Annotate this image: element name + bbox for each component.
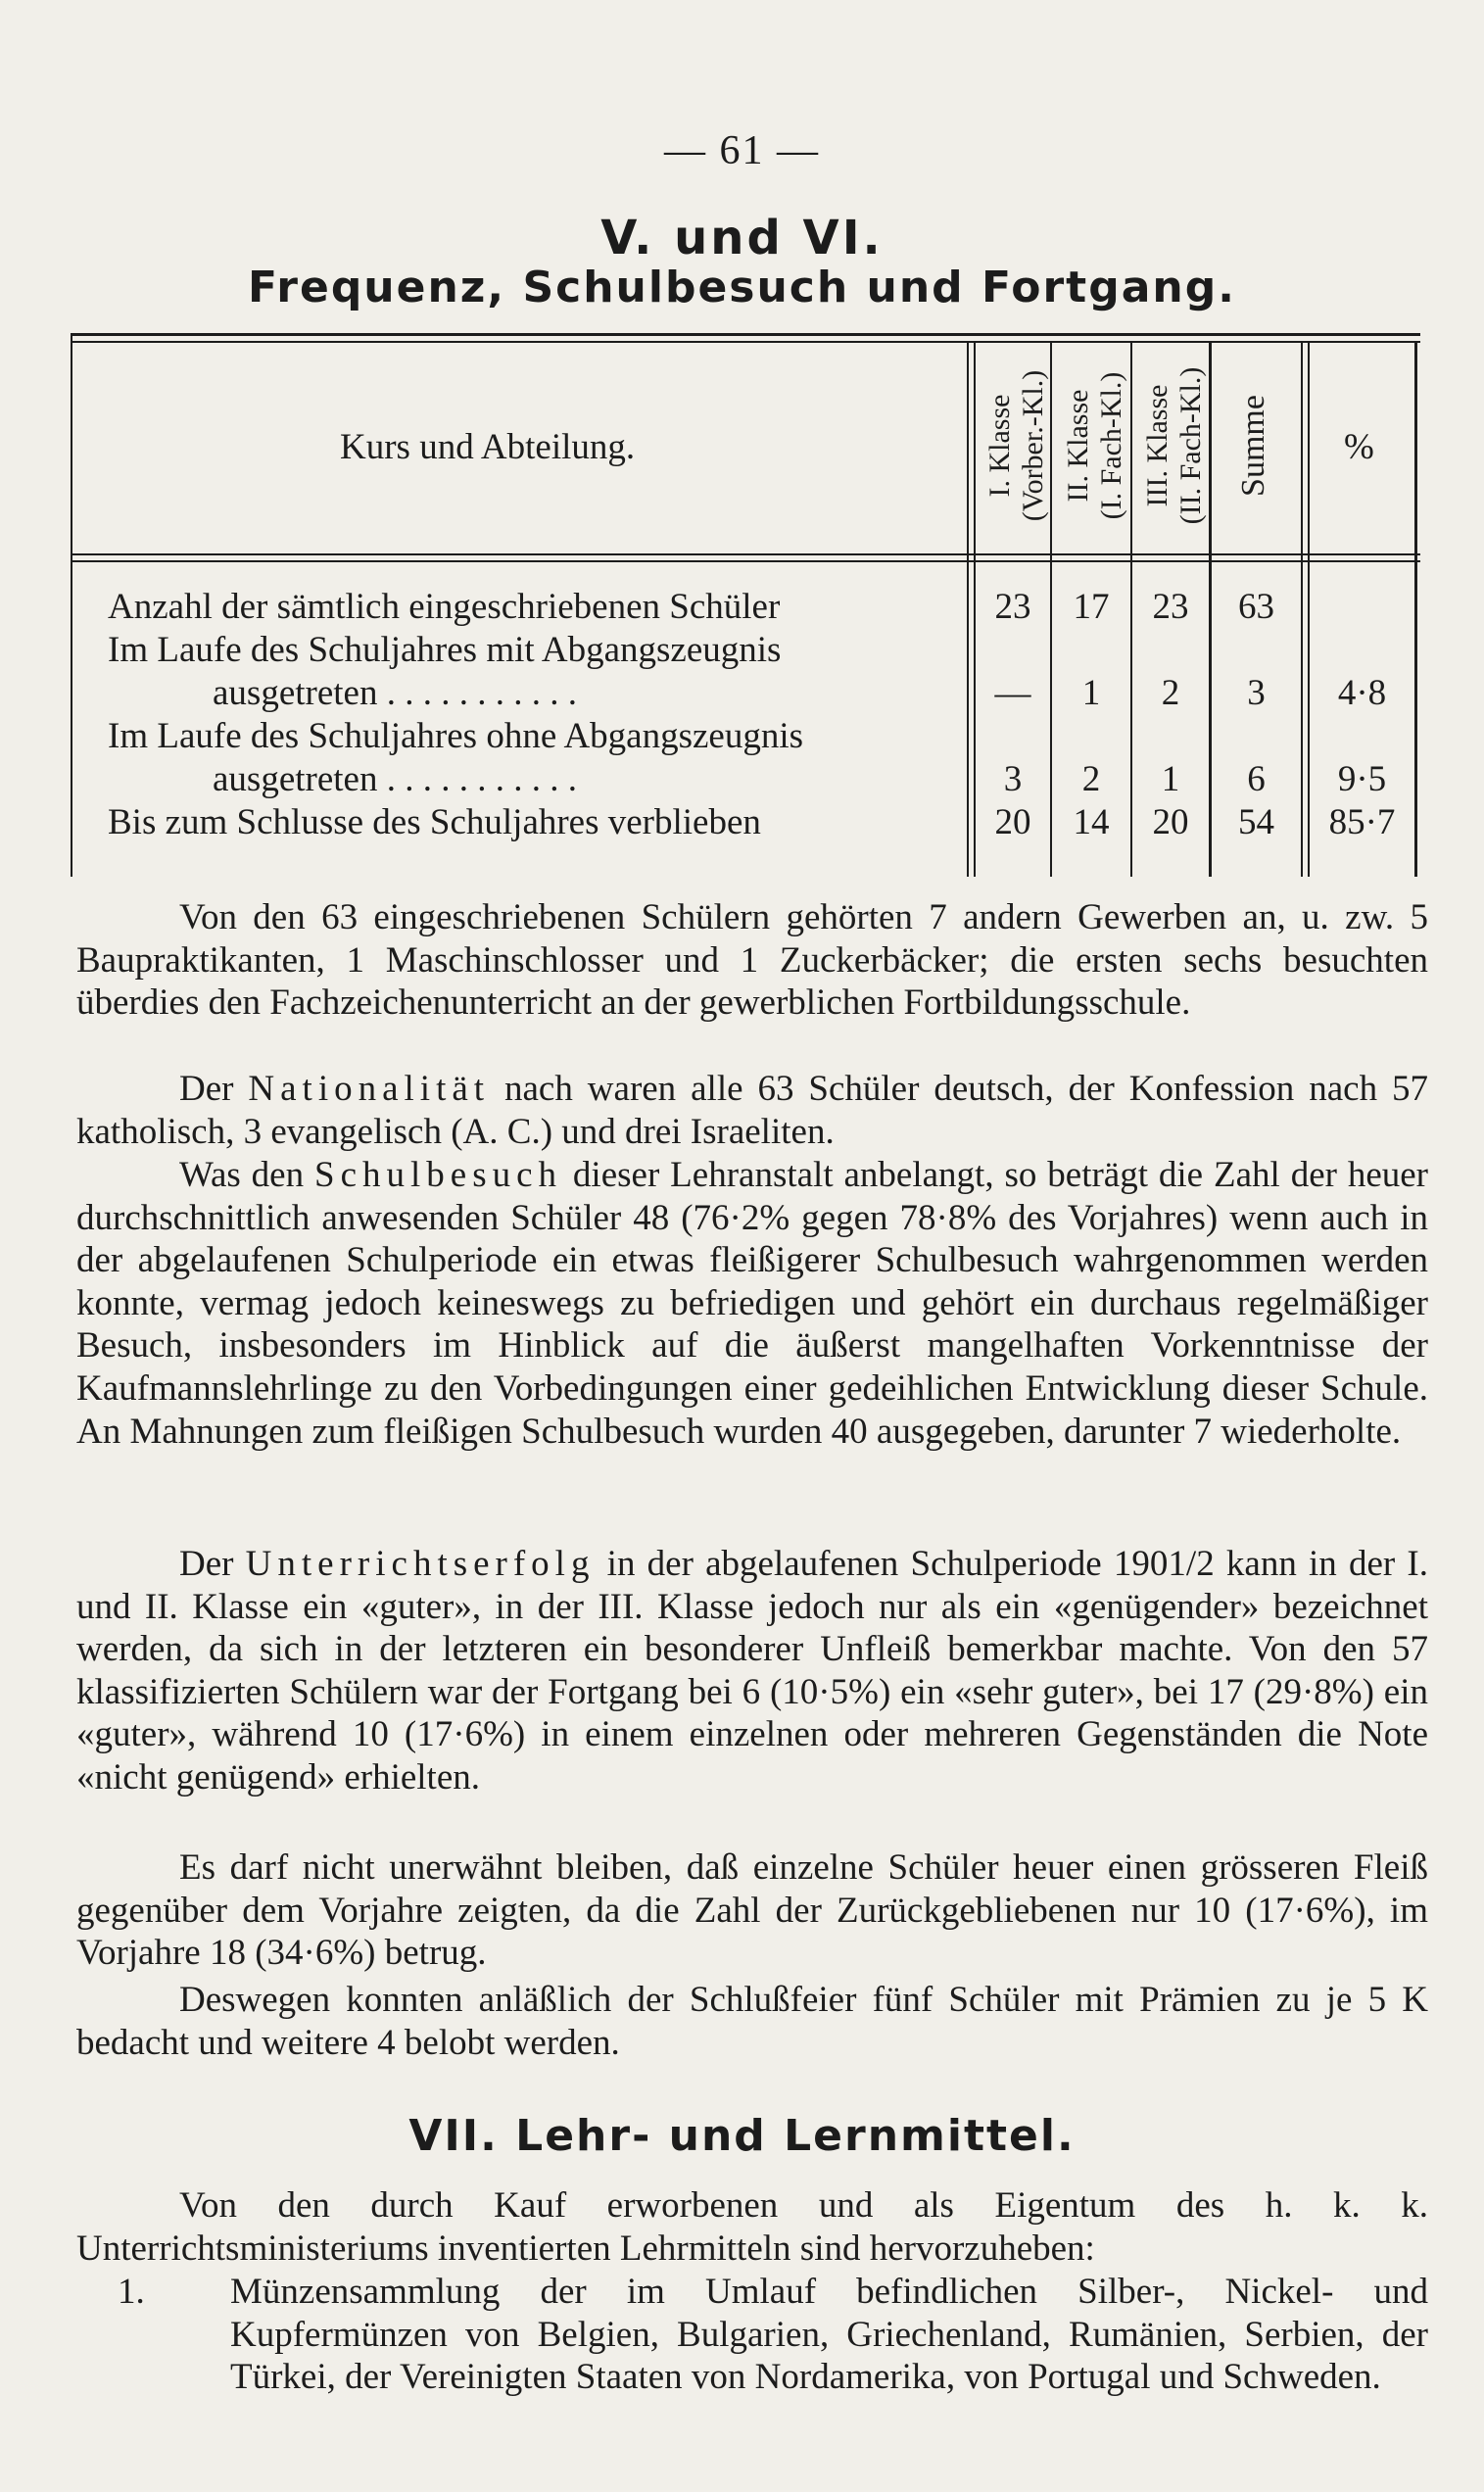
table-cell: 23 [1152, 587, 1189, 627]
col-header-summe: Summe [1235, 395, 1271, 497]
table-left-rule [71, 333, 72, 877]
table-cell: 3 [1247, 673, 1266, 713]
table-cell: 63 [1238, 587, 1274, 627]
table-cell: 14 [1073, 802, 1110, 842]
header-bottom-rule [71, 553, 1420, 555]
table-cell: 23 [994, 587, 1031, 627]
row-label: Im Laufe des Schuljahres ohne Abgangszeugnis [108, 716, 804, 756]
col-header-klasse-1: I. Klasse (Vorber.-Kl.) [983, 369, 1049, 522]
table-cell: 85·7 [1328, 802, 1396, 842]
table-right-rule [1414, 341, 1417, 877]
paragraph-nationality: Der Nationalität nach waren alle 63 Schüler deutsch, der Konfession nach 57 katholisch, 3 evangelisch (A. C.) und drei Israeliten. [76, 1069, 1429, 1152]
paragraph-attendance: Was den Schulbesuch dieser Lehranstalt anbelangt, so beträgt die Zahl der heuer durchschnittlich anwesenden Schüler 48 (76·2% gegen 78·8% des Vorjahres) wenn auch in der abgelaufenen Schulperiode ein etwas fleißigerer Schulbesuch wahrgenommen werden konnte, vermag jedoch keineswegs zu befriedigen und gehört ein durchaus regelmäßiger Besuch, insbesonders im Hinblick auf die äußerst mangelhaften Vorkenntnisse der Kaufmannslehrlinge zu den Vorbedingungen einer gedeihlichen Entwicklung dieser Schule. An Mahnungen zum fleißigen Schulbesuch wurden 40 ausgegeben, darunter 7 wiederholte. [76, 1155, 1428, 1452]
table-cell: 20 [994, 802, 1031, 842]
paragraph-diligence: Es darf nicht unerwähnt bleiben, daß einzelne Schüler heuer einen grösseren Fleiß gegenüber dem Vorjahre zeigten, da die Zahl der Zurückgebliebenen nur 10 (17·6%), im Vorjahre 18 (34·6%) betrug. [76, 1847, 1428, 1974]
section-subheading: Frequenz, Schulbesuch und Fortgang. [248, 263, 1236, 312]
table-top-rule-2 [71, 341, 1420, 343]
col-rule [1301, 341, 1303, 877]
row-label: Im Laufe des Schuljahres mit Abgangszeugnis [108, 630, 782, 670]
table-cell: 54 [1238, 802, 1274, 842]
list-item [118, 2271, 1428, 2399]
col-header-percent: % [1344, 427, 1374, 467]
table-cell: 1 [1161, 759, 1180, 799]
table-cell: 2 [1081, 759, 1101, 799]
section-heading-vii: VII. Lehr- und Lernmittel. [408, 2111, 1076, 2161]
paragraph-progress: Der Unterrichtserfolg in der abgelaufenen Schulperiode 1901/2 kann in der I. und II. Klasse ein «guter», in der III. Klasse jedoch nur als ein «genügender» bezeichnet werden, da sich in der letzteren ein besonderer Unfleiß bemerkbar machte. Von den 57 klassifizierten Schülern war der Fortgang bei 6 (10·5%) ein «sehr guter», bei 17 (29·8%) ein «guter», während 10 (17·6%) in einem einzelnen oder mehreren Gegenständen die Note «nicht genügend» erhielten. [76, 1544, 1428, 1797]
row-label-cont: ausgetreten . . . . . . . . . . . [213, 759, 577, 799]
table-cell: 9·5 [1337, 759, 1387, 799]
col-header-klasse-2: II. Klasse (I. Fach-Kl.) [1062, 371, 1127, 520]
paragraph-students: Von den 63 eingeschriebenen Schülern gehörten 7 andern Gewerben an, u. zw. 5 Baupraktikanten, 1 Maschinschlosser und 1 Zuckerbäcker; die ersten sechs besuchten überdies den Fachzeichenunterricht an der gewerblichen Fortbildungsschule. [76, 897, 1428, 1024]
table-top-rule [71, 333, 1420, 336]
table-cell: 2 [1161, 673, 1180, 713]
row-label: Anzahl der sämtlich eingeschriebenen Schüler [108, 587, 781, 627]
col-rule [967, 341, 969, 877]
list-item-text: Münzensammlung der im Umlauf befindlichen Silber-, Nickel- und Kupfermünzen von Belgien, Bulgarien, Griechenland, Rumänien, Serbien, der Türkei, der Vereinigten Staaten von Nordamerika, von Portugal und Schweden. [230, 2272, 1428, 2398]
paragraph-awards: Deswegen konnten anläßlich der Schlußfeier fünf Schüler mit Prämien zu je 5 K bedacht und weitere 4 belobt werden. [76, 1980, 1428, 2063]
row-label: Bis zum Schlusse des Schuljahres verblieben [108, 802, 761, 842]
header-label: Kurs und Abteilung. [340, 427, 636, 467]
table-cell: 1 [1081, 673, 1101, 713]
table-cell: 20 [1152, 802, 1189, 842]
section-heading-v-vi: V. und VI. [600, 211, 884, 265]
col-header-klasse-3: III. Klasse (II. Fach-Kl.) [1141, 366, 1207, 525]
table-cell: 4·8 [1337, 673, 1387, 713]
table-cell: 6 [1247, 759, 1266, 799]
table-cell: 17 [1073, 587, 1110, 627]
table-cell: — [994, 673, 1031, 713]
list-item-number: 1. [118, 2272, 145, 2312]
frequency-table [71, 333, 1420, 877]
row-label-cont: ausgetreten . . . . . . . . . . . [213, 673, 577, 713]
page-number: — 61 — [664, 128, 820, 173]
header-bottom-rule-2 [71, 560, 1420, 562]
table-cell: 3 [1003, 759, 1023, 799]
paragraph-teaching-materials: Von den durch Kauf erworbenen und als Eigentum des h. k. k. Unterrichtsministeriums inventierten Lehrmitteln sind hervorzuheben: [76, 2185, 1428, 2269]
